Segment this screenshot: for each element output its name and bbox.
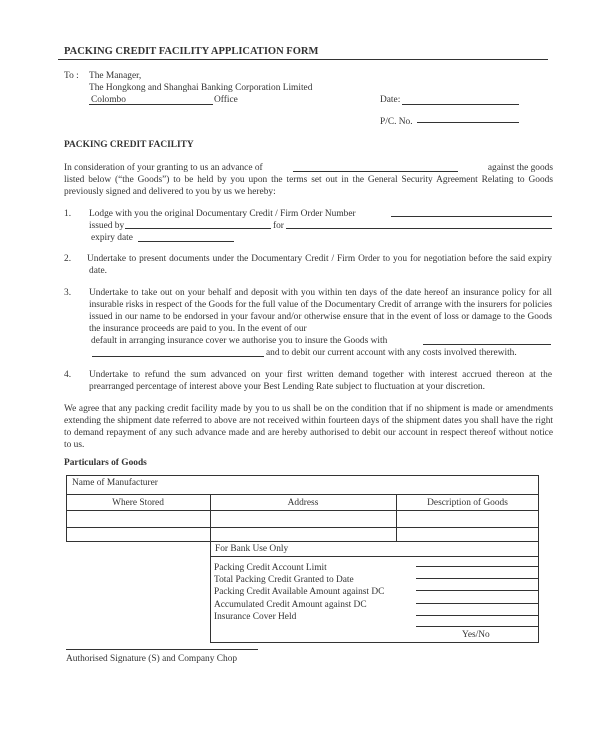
- date-field[interactable]: [402, 104, 519, 105]
- bank-use-heading: For Bank Use Only: [215, 544, 289, 554]
- bank-field-label: Total Packing Credit Granted to Date: [214, 575, 354, 585]
- bank-field-label: Accumulated Credit Amount against DC: [214, 600, 367, 610]
- expiry-date-field[interactable]: [138, 241, 234, 242]
- addressee-line1: The Manager,: [89, 71, 142, 81]
- table-rule: [66, 527, 539, 528]
- item-4-number: 4.: [64, 370, 72, 380]
- section-heading: PACKING CREDIT FACILITY: [64, 140, 194, 150]
- table-rule: [66, 510, 539, 511]
- insurer-field-2[interactable]: [92, 356, 264, 357]
- col-where-stored: Where Stored: [112, 498, 164, 508]
- intro-text-a: In consideration of your granting to us an advance of: [64, 163, 263, 173]
- addressee-line2: The Hongkong and Shanghai Banking Corporation Limited: [89, 83, 313, 93]
- signature-label: Authorised Signature (S) and Company Chop: [66, 654, 238, 664]
- col-description: Description of Goods: [427, 498, 508, 508]
- manufacturer-label: Name of Manufacturer: [72, 478, 158, 488]
- particulars-heading: Particulars of Goods: [64, 458, 147, 468]
- item-3-number: 3.: [64, 288, 72, 298]
- bank-field-input[interactable]: [416, 590, 539, 591]
- issued-by-field[interactable]: [125, 228, 271, 229]
- item-2-text: Undertake to present documents under the Documentary Credit / Firm Order to you for negotiation before the said expiry date.: [87, 254, 552, 276]
- office-label: Office: [214, 95, 238, 105]
- bank-rule: [210, 556, 539, 557]
- bank-field-input[interactable]: [416, 615, 539, 616]
- table-rule: [66, 494, 539, 495]
- item-3-text: Undertake to take out on your behalf and deposit with you within ten days of the date hereof an insurance policy for all insurable risks in respect of the Goods for the full value of the Documentary Credit of arrange with the insurers for policies issued in our name to be endorsed in your favour and/or otherwise ensure that in the event of loss or damage to the Goods the insurance proceeds are paid to you. In the event of our: [89, 288, 552, 334]
- item-2-number: 2.: [64, 254, 72, 264]
- form-title: PACKING CREDIT FACILITY APPLICATION FORM: [64, 46, 319, 57]
- item-1-text: Lodge with you the original Documentary Credit / Firm Order Number: [89, 209, 356, 219]
- agreement-text: We agree that any packing credit facility made by you to us shall be on the condition that if no shipment is made or amendments extending the shipment date referred to above are not received within fourteen days of the shipment dates you shall have the right to demand repayment of any such advance made and are hereby authorised to debit our account in respect thereof without notice to us.: [64, 404, 553, 450]
- branch-name: Colombo: [91, 95, 126, 105]
- bank-field-label: Packing Credit Account Limit: [214, 563, 327, 573]
- bank-field-input[interactable]: [416, 603, 539, 604]
- for-field[interactable]: [286, 228, 552, 229]
- bank-field-input[interactable]: [416, 566, 539, 567]
- pc-no-label: P/C. No.: [380, 117, 413, 127]
- bank-field-input[interactable]: [416, 626, 539, 627]
- intro-text-rest: listed below (“the Goods”) to be held by you upon the terms set out in the General Security Agreement Relating to Goods previously signed and delivered to you by us we hereby:: [64, 175, 553, 197]
- issued-by-label: issued by: [89, 221, 125, 231]
- dc-number-field[interactable]: [391, 216, 552, 217]
- to-label: To :: [64, 71, 79, 81]
- bank-field-label: Insurance Cover Held: [214, 612, 297, 622]
- expiry-date-label: expiry date: [91, 233, 133, 243]
- insurer-field-1[interactable]: [423, 344, 551, 345]
- item-3-text3: and to debit our current account with any costs involved therewith.: [266, 348, 517, 358]
- signature-line[interactable]: [66, 649, 258, 650]
- item-4-text: Undertake to refund the sum advanced on your first written demand together with interest accrued thereon at the prearranged percentage of interest above your Best Lending Rate subject to fluctuation at your discretion.: [89, 370, 552, 392]
- for-label: for: [273, 221, 284, 231]
- date-label: Date:: [380, 95, 401, 105]
- bank-field-label: Packing Credit Available Amount against DC: [214, 587, 385, 597]
- intro-text-b: against the goods: [487, 163, 553, 173]
- pc-no-field[interactable]: [417, 122, 519, 123]
- yes-no-label: Yes/No: [462, 630, 490, 640]
- branch-underline: [89, 104, 213, 105]
- item-3-text2: default in arranging insurance cover we authorise you to insure the Goods with: [91, 336, 388, 346]
- title-rule: [58, 59, 548, 60]
- bank-field-input[interactable]: [416, 578, 539, 579]
- advance-amount-field[interactable]: [293, 171, 458, 172]
- item-1-number: 1.: [64, 209, 72, 219]
- col-address: Address: [287, 498, 319, 508]
